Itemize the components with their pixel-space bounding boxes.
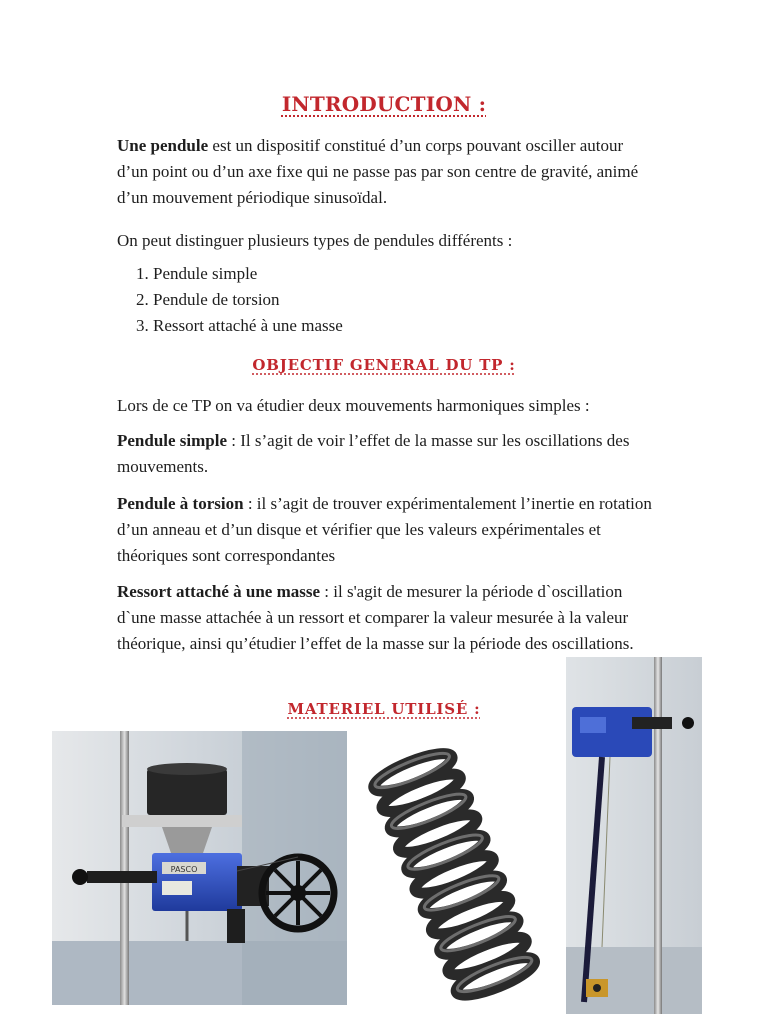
item-title: Pendule à torsion — [117, 494, 244, 513]
intro-paragraph — [117, 133, 657, 211]
heading-objective: OBJECTIF GENERAL DU TP : — [252, 356, 516, 374]
spring-illustration — [364, 744, 549, 1014]
spring-stand-illustration — [566, 657, 702, 1014]
list-item: 2. Pendule de torsion — [136, 290, 280, 309]
photo-spring — [364, 744, 549, 1014]
types-intro: On peut distinguer plusieurs types de pendules différents : — [117, 231, 513, 250]
photo-torsion-apparatus — [52, 731, 347, 1005]
objective-item-spring — [117, 579, 657, 657]
item-title: Ressort attaché à une masse — [117, 582, 321, 601]
torsion-apparatus-illustration — [52, 731, 347, 1005]
objective-item-simple — [117, 428, 657, 480]
item-text: : il s’agit de trouver expérimentalement l’inertie en rotation d’un anneau et d’un disque et vérifier que les valeurs expérimentales et théoriques sont correspondantes — [117, 494, 652, 565]
intro-lead-text: est un dispositif constitué d’un corps pouvant osciller autour d’un point ou d’un axe fixe qui ne passe pas par son centre de gravité, animé d’un mouvement périodique sinusoïdal. — [117, 136, 639, 207]
pendulum-types-list — [136, 261, 536, 339]
list-item: 1. Pendule simple — [136, 264, 258, 283]
item-text: : il s'agit de mesurer la période d`oscillation d`une masse attachée à un ressort et comparer la valeur mesurée à la valeur théorique, ainsi qu’étudier l’effet de la masse sur la période des oscillations. — [117, 582, 634, 653]
photo-spring-stand — [566, 657, 702, 1014]
item-text: : Il s’agit de voir l’effet de la masse sur les oscillations des mouvements. — [117, 431, 630, 476]
item-title: Pendule simple — [117, 431, 228, 450]
heading-materials: MATERIEL UTILISÉ : — [287, 700, 481, 718]
intro-lead-bold: Une pendule — [117, 136, 209, 155]
objective-item-torsion — [117, 491, 657, 569]
objective-intro: Lors de ce TP on va étudier deux mouvements harmoniques simples : — [117, 396, 590, 415]
heading-introduction: INTRODUCTION : — [281, 92, 487, 116]
device-label: PASCO — [170, 865, 198, 874]
list-item: 3. Ressort attaché à une masse — [136, 316, 343, 335]
